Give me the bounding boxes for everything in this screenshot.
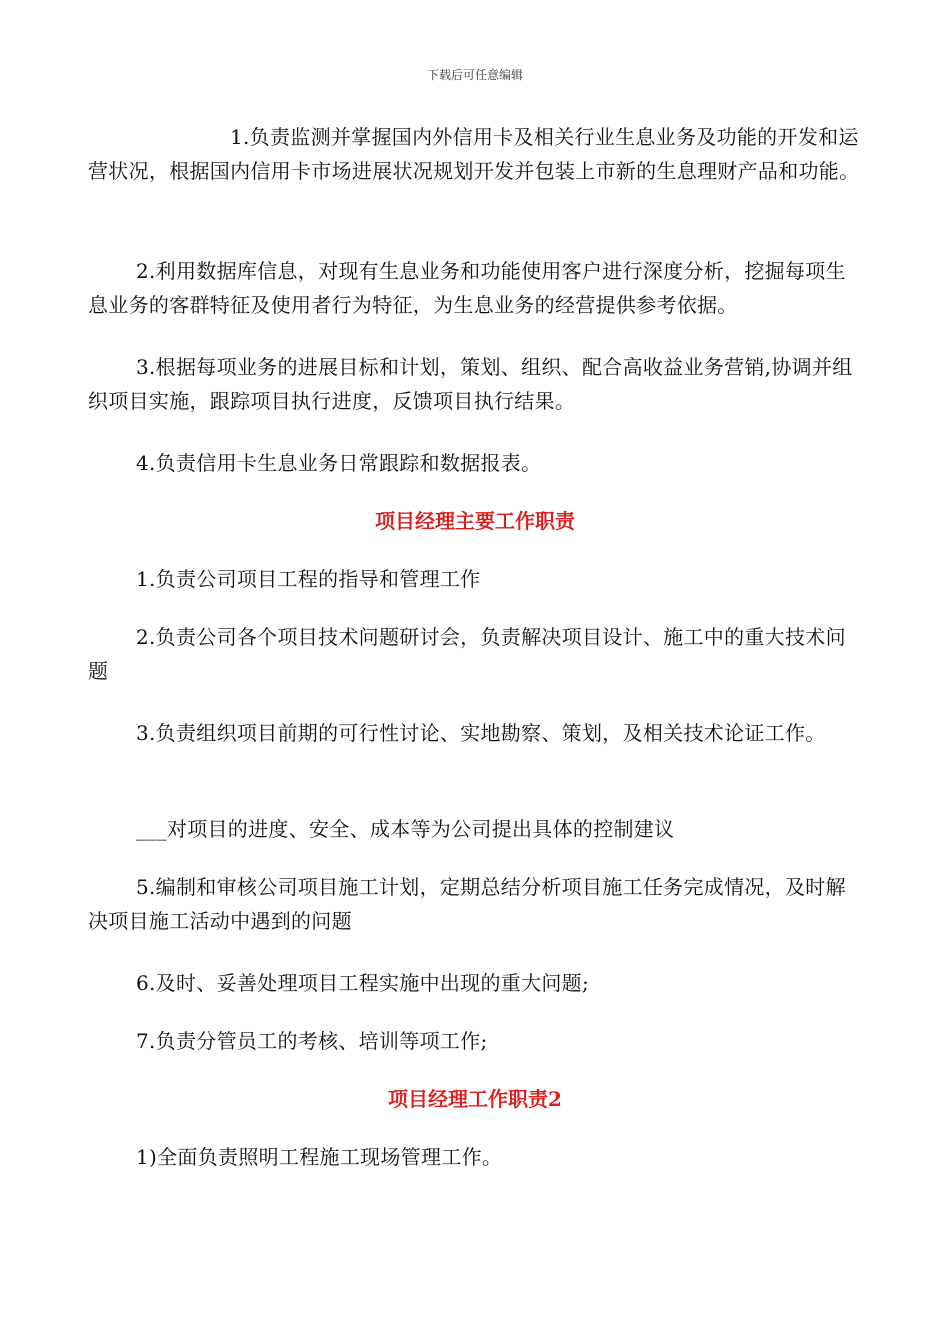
paragraph-2-6: 6.及时、妥善处理项目工程实施中出现的重大问题; bbox=[136, 971, 590, 995]
page-header: 下载后可任意编辑 bbox=[426, 68, 523, 82]
paragraph-1-4: 4.负责信用卡生息业务日常跟踪和数据报表。 bbox=[136, 451, 542, 475]
paragraph-1-3: 3.根据每项业务的进展目标和计划，策划、组织、配合高收益业务营销,协调并组织项目实施，跟踪项目执行进度，反馈项目执行结果。 bbox=[88, 355, 853, 413]
paragraph-2-3: 3.负责组织项目前期的可行性讨论、实地勘察、策划，及相关技术论证工作。 bbox=[136, 721, 826, 745]
section-heading-duties: 项目经理主要工作职责 bbox=[375, 509, 575, 533]
paragraph-2-7: 7.负责分管员工的考核、培训等项工作; bbox=[136, 1029, 488, 1053]
paragraph-3-1: 1)全面负责照明工程施工现场管理工作。 bbox=[136, 1145, 503, 1169]
paragraph-2-4: ___对项目的进度、安全、成本等为公司提出具体的控制建议 bbox=[136, 817, 675, 841]
paragraph-2-1: 1.负责公司项目工程的指导和管理工作 bbox=[136, 567, 481, 591]
paragraph-1-1: 1.负责监测并掌握国内外信用卡及相关行业生息业务及功能的开发和运营状况，根据国内信用卡市场进展状况规划开发并包装上市新的生息理财产品和功能。 bbox=[88, 125, 860, 183]
paragraph-2-5: 5.编制和审核公司项目施工计划，定期总结分析项目施工任务完成情况，及时解决项目施工活动中遇到的问题 bbox=[88, 875, 846, 933]
paragraph-2-2: 2.负责公司各个项目技术问题研讨会，负责解决项目设计、施工中的重大技术问题 bbox=[88, 625, 846, 683]
paragraph-1-2: 2.利用数据库信息，对现有生息业务和功能使用客户进行深度分析，挖掘每项生息业务的客群特征及使用者行为特征，为生息业务的经营提供参考依据。 bbox=[88, 259, 846, 317]
section-heading-duties-2: 项目经理工作职责2 bbox=[388, 1087, 562, 1111]
